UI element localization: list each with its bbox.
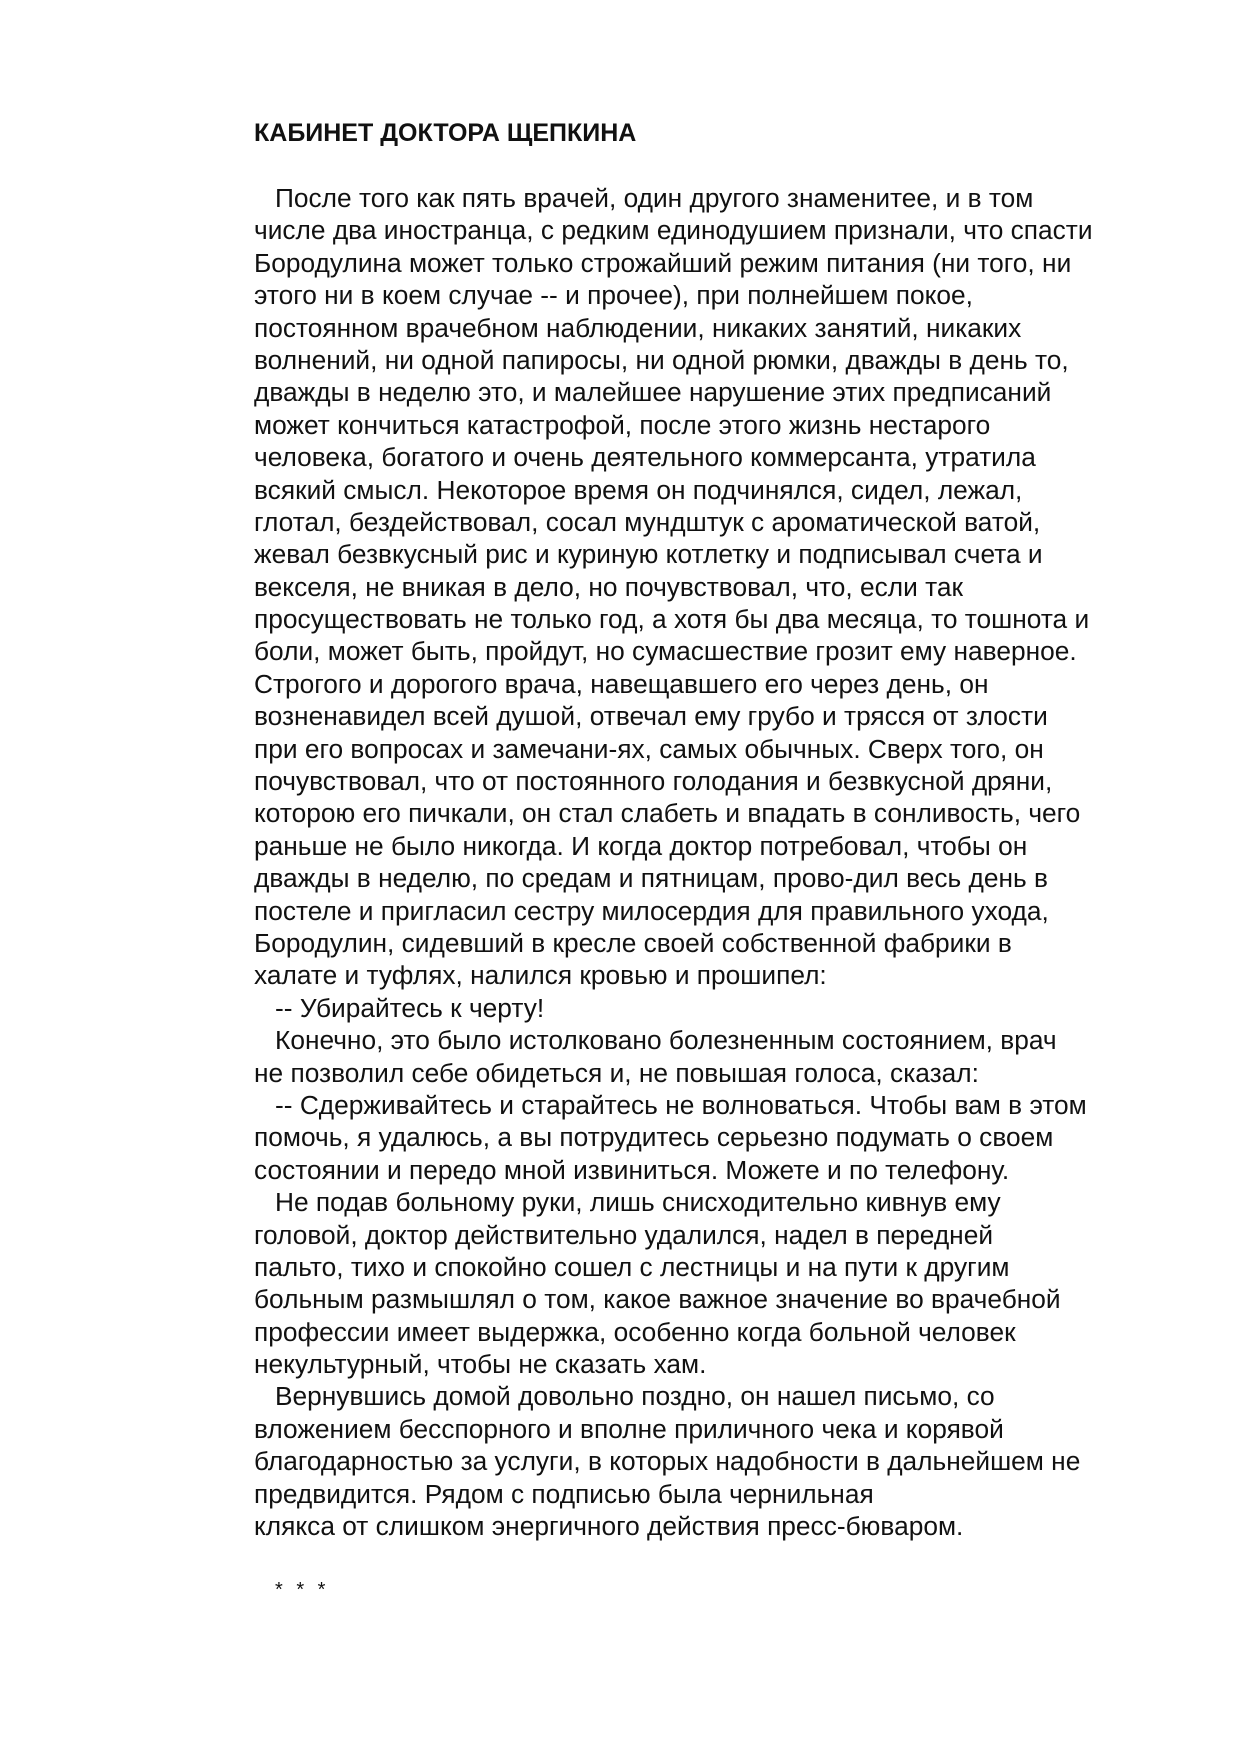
text-line: некультурный, чтобы не сказать хам. [254, 1349, 707, 1380]
document-page [254, 118, 1194, 1606]
text-line: боли, может быть, пройдут, но сумасшествие грозит ему наверное. [254, 636, 1077, 667]
text-line: раньше не было никогда. И когда доктор потребовал, чтобы он [254, 830, 1028, 861]
text-line: После того как пять врачей, один другого знаменитее, и в том [275, 183, 1034, 213]
text-line: Вернувшись домой довольно поздно, он нашел письмо, со [275, 1381, 995, 1412]
text-line: состоянии и передо мной извиниться. Можете и по телефону. [254, 1154, 1010, 1185]
dialogue-line: -- Сдерживайтесь и старайтесь не волноваться. Чтобы вам в этом [275, 1089, 1087, 1120]
text-line: жевал безвкусный рис и куриную котлетку и подписывал счета и [254, 539, 1043, 570]
text-line: Не подав больному руки, лишь снисходительно кивнув ему [275, 1187, 1001, 1218]
text-line: благодарностью за услуги, в которых надобности в дальнейшем не [254, 1446, 1081, 1477]
text-line: всякий смысл. Некоторое время он подчинялся, сидел, лежал, [254, 474, 1023, 505]
text-line: больным размышлял о том, какое важное значение во врачебной [254, 1284, 1061, 1315]
text-line: Бородулина может только строжайший режим питания (ни того, ни [254, 247, 1072, 278]
text-line: не позволил себе обидеться и, не повышая голоса, сказал: [254, 1057, 979, 1088]
text-line: возненавидел всей душой, отвечал ему грубо и трясся от злости [254, 701, 1048, 732]
text-line: волнений, ни одной папиросы, ни одной рюмки, дважды в день то, [254, 344, 1069, 375]
text-line: числе два иностранца, с редким единодушием признали, что спасти [254, 215, 1093, 246]
text-line: Конечно, это было истолковано болезненным состоянием, врач [275, 1025, 1057, 1056]
text-line: постеле и пригласил сестру милосердия для правильного ухода, [254, 895, 1049, 926]
dialogue-line: -- Убирайтесь к черту! [275, 992, 545, 1023]
text-line: глотал, бездействовал, сосал мундштук с ароматической ватой, [254, 506, 1041, 537]
text-line: почувствовал, что от постоянного голодания и безвкусной дряни, [254, 766, 1053, 797]
text-line: этого ни в коем случае -- и прочее), при полнейшем покое, [254, 280, 973, 311]
text-line: вложением бесспорного и вполне приличного чека и корявой [254, 1413, 1004, 1444]
text-line: дважды в неделю это, и малейшее нарушение этих предписаний [254, 377, 1052, 408]
text-line: которою его пичкали, он стал слабеть и впадать в сонливость, чего [254, 798, 1081, 829]
text-line: Строгого и дорогого врача, навещавшего его через день, он [254, 668, 989, 699]
text-line: предвидится. Рядом с подписью была чернильная [254, 1478, 874, 1509]
text-line: профессии имеет выдержка, особенно когда больной человек [254, 1316, 1016, 1347]
text-line: пальто, тихо и спокойно сошел с лестницы и на пути к другим [254, 1251, 1010, 1282]
text-line: при его вопросах и замечани-ях, самых обычных. Сверх того, он [254, 733, 1044, 764]
text-line: клякса от слишком энергичного действия пресс-бюваром. [254, 1511, 964, 1542]
text-line: дважды в неделю, по средам и пятницам, прово-дил весь день в [254, 863, 1049, 894]
text-line: просуществовать не только год, а хотя бы два месяца, то тошнота и [254, 604, 1090, 635]
chapter-body [254, 182, 1194, 1542]
text-line: векселя, не вникая в дело, но почувствовал, что, если так [254, 571, 964, 602]
text-line: головой, доктор действительно удалился, надел в передней [254, 1219, 994, 1250]
chapter-title: КАБИНЕТ ДОКТОРА ЩЕПКИНА [254, 119, 637, 147]
text-line: постоянном врачебном наблюдении, никаких занятий, никаких [254, 312, 1022, 343]
section-separator: * * * [275, 1579, 330, 1602]
text-line: Бородулин, сидевший в кресле своей собственной фабрики в [254, 927, 1012, 958]
text-line: халате и туфлях, налился кровью и прошипел: [254, 960, 827, 991]
text-line: может кончиться катастрофой, после этого жизнь нестарого [254, 409, 991, 440]
text-line: человека, богатого и очень деятельного коммерсанта, утратила [254, 442, 1036, 473]
text-line: помочь, я удалюсь, а вы потрудитесь серьезно подумать о своем [254, 1122, 1054, 1153]
